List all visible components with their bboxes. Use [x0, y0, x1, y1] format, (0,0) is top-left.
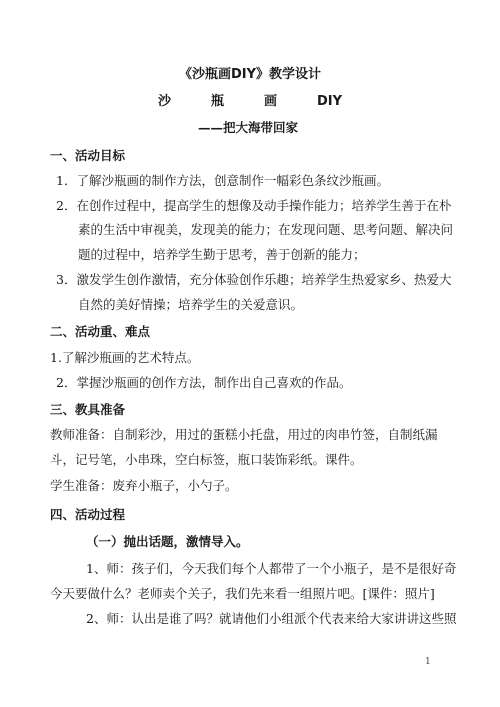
subtitle-word: 画 [263, 94, 277, 109]
subtitle-tagline: ——把大海带回家 [198, 120, 299, 135]
materials-line: 斗，记号笔，小串珠，空白标签，瓶口装饰彩纸。课件。 [50, 452, 363, 467]
process-line: 1、师：孩子们，今天我们每个人都带了一个小瓶子，是不是很好奇 [86, 561, 457, 576]
section-heading-process: 四、活动过程 [50, 507, 126, 522]
key-point-line: 1.了解沙瓶画的艺术特点。 [50, 350, 200, 365]
subtitle-word: 瓶 [210, 94, 224, 109]
process-line: 今天要做什么？老师卖个关子，我们先来看一组照片吧。[课件：照片] [50, 586, 435, 601]
page-number: 1 [425, 657, 431, 667]
section-heading-key-points: 二、活动重、难点 [50, 324, 151, 339]
section-heading-materials: 三、教具准备 [50, 402, 126, 417]
goal-line: 1．了解沙瓶画的制作方法，创意制作一幅彩色条纹沙瓶画。 [56, 173, 389, 188]
goal-line: 题的过程中，培养学生勤于思考，善于创新的能力； [78, 247, 366, 262]
goal-line: 2．在创作过程中，提高学生的想像及动手操作能力；培养学生善于在朴 [56, 198, 452, 213]
goal-line: 自然的美好情操；培养学生的关爱意识。 [78, 297, 304, 312]
process-line: 2、师：认出是谁了吗？就请他们小组派个代表来给大家讲讲这些照 [86, 611, 457, 626]
subtitle-word: 沙 [157, 94, 171, 109]
document-subtitle [0, 94, 500, 110]
process-subheading: （一）抛出话题，激情导入。 [86, 534, 249, 549]
goal-line: 3．激发学生创作激情，充分体验创作乐趣；培养学生热爱家乡、热爱大 [56, 272, 452, 287]
materials-line: 学生准备：废弃小瓶子，小勺子。 [50, 478, 238, 493]
section-heading-goals: 一、活动目标 [50, 148, 126, 163]
document-title: 《沙瓶画DIY》教学设计 [178, 67, 322, 82]
key-point-line: 2．掌握沙瓶画的创作方法，制作出自己喜欢的作品。 [56, 375, 352, 390]
materials-line: 教师准备：自制彩沙，用过的蛋糕小托盘，用过的肉串竹签，自制纸漏 [50, 427, 438, 442]
goal-line: 素的生活中审视美，发现美的能力；在发现问题、思考问题、解决问 [78, 222, 454, 237]
subtitle-word: DIY [317, 94, 343, 109]
